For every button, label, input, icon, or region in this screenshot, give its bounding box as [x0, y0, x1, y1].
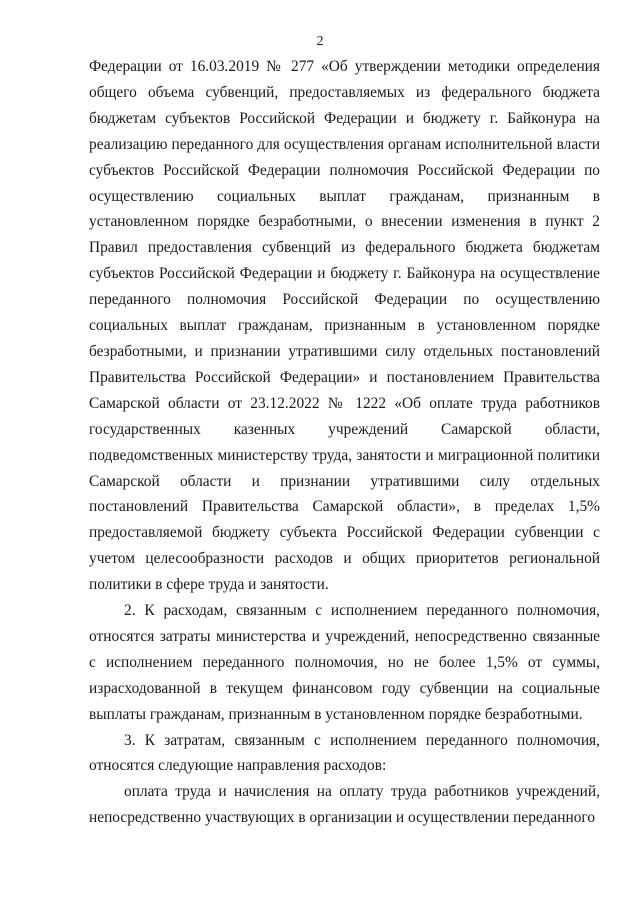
paragraph-expense-direction: оплата труда и начисления на оплату труда работников учреждений, непосредственно участвующих в организации и осуществлении переданного	[89, 783, 600, 827]
paragraph-item-2: 2. К расходам, связанным с исполнением переданного полномочия, относятся затраты министерства и учреждений, непосредственно связанные с исполнением переданного полномочия, но не более 1,5% от суммы, израсходованной в текущем финансовом году субвенции на социальные выплаты гражданам, признанным в установленном порядке безработными.	[89, 602, 600, 723]
paragraph-continuation: Федерации от 16.03.2019 № 277 «Об утверждении методики определения общего объема субвенций, предоставляемых из федерального бюджета бюджетам субъектов Российской Федерации и бюджету г. Байконура на реализацию переданного для осуществления органам исполнительной власти субъектов Российской Федерации полномочия Российской Федерации по осуществлению социальных выплат гражданам, признанным в установленном порядке безработными, о внесении изменения в пункт 2 Правил предоставления субвенций из федерального бюджета бюджетам субъектов Российской Федерации и бюджету г. Байконура на осуществление переданного полномочия Российской Федерации по осуществлению социальных выплат гражданам, признанным в установленном порядке безработными, и признании утратившими силу отдельных постановлений Правительства Российской Федерации» и постановлением Правительства Самарской области от 23.12.2022 № 1222 «Об оплате труда работников государственных казенных учреждений Самарской области, подведомственных министерству труда, занятости и миграционной политики Самарской области и признании утратившими силу отдельных постановлений Правительства Самарской области», в пределах 1,5% предоставляемой бюджету субъекта Российской Федерации субвенции с учетом целесообразности расходов и общих приоритетов региональной политики в сфере труда и занятости.	[89, 58, 600, 594]
paragraph-item-3: 3. К затратам, связанным с исполнением переданного полномочия, относятся следующие направления расходов:	[89, 731, 600, 775]
document-body	[89, 54, 600, 831]
page-number: 2	[316, 34, 324, 49]
